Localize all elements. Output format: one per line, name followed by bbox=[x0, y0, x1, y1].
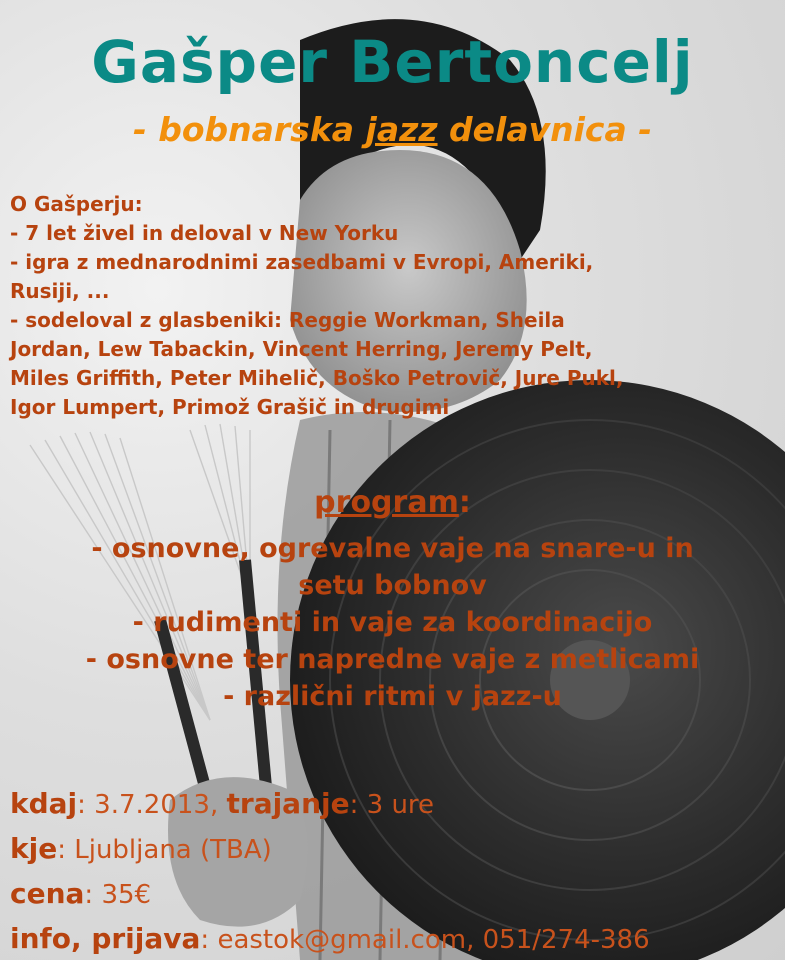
about-line: - sodeloval z glasbeniki: Reggie Workman, Sheila bbox=[10, 308, 565, 332]
program-heading-colon: : bbox=[458, 485, 471, 520]
price-value: : 35€ bbox=[84, 880, 152, 910]
price-label: cena bbox=[10, 877, 85, 910]
program-heading-text: program bbox=[314, 485, 459, 520]
when-row bbox=[10, 782, 780, 827]
about-line: Rusiji, ... bbox=[10, 279, 110, 303]
about-line: Jordan, Lew Tabackin, Vincent Herring, Jeremy Pelt, bbox=[10, 337, 593, 361]
program-item: - osnovne, ogrevalne vaje na snare-u in bbox=[91, 533, 694, 564]
subtitle-post: delavnica - bbox=[437, 110, 652, 149]
program-item: - rudimenti in vaje za koordinacijo bbox=[132, 607, 653, 638]
duration-value: : 3 ure bbox=[349, 790, 435, 820]
program-item: - različni ritmi v jazz-u bbox=[223, 681, 562, 712]
price-row bbox=[10, 872, 780, 917]
subtitle-jazz: jazz bbox=[365, 110, 438, 149]
program-list bbox=[0, 530, 785, 715]
when-label: kdaj bbox=[10, 787, 78, 820]
about-line: - 7 let živel in deloval v New Yorku bbox=[10, 221, 399, 245]
where-row bbox=[10, 827, 780, 872]
when-value: : 3.7.2013, bbox=[77, 790, 227, 820]
contact-row bbox=[10, 917, 780, 960]
page-title: Gašper Bertoncelj bbox=[91, 28, 694, 96]
program-item: setu bobnov bbox=[298, 570, 487, 601]
where-label: kje bbox=[10, 832, 58, 865]
program-heading bbox=[0, 484, 785, 522]
about-heading: O Gašperju: bbox=[10, 192, 143, 216]
subtitle-pre: - bobnarska bbox=[133, 110, 366, 149]
event-details bbox=[10, 782, 780, 960]
contact-value: : eastok@gmail.com, 051/274-386 bbox=[200, 925, 650, 955]
program-item: - osnovne ter napredne vaje z metlicami bbox=[85, 644, 700, 675]
about-section bbox=[10, 190, 780, 422]
about-line: Miles Griffith, Peter Mihelič, Boško Petrovič, Jure Pukl, bbox=[10, 366, 624, 390]
where-value: : Ljubljana (TBA) bbox=[57, 835, 272, 865]
about-line: Igor Lumpert, Primož Grašič in drugimi bbox=[10, 395, 450, 419]
about-line: - igra z mednarodnimi zasedbami v Evropi, Ameriki, bbox=[10, 250, 594, 274]
contact-label: info, prijava bbox=[10, 922, 201, 955]
subtitle bbox=[0, 108, 785, 152]
duration-label: trajanje bbox=[226, 787, 350, 820]
